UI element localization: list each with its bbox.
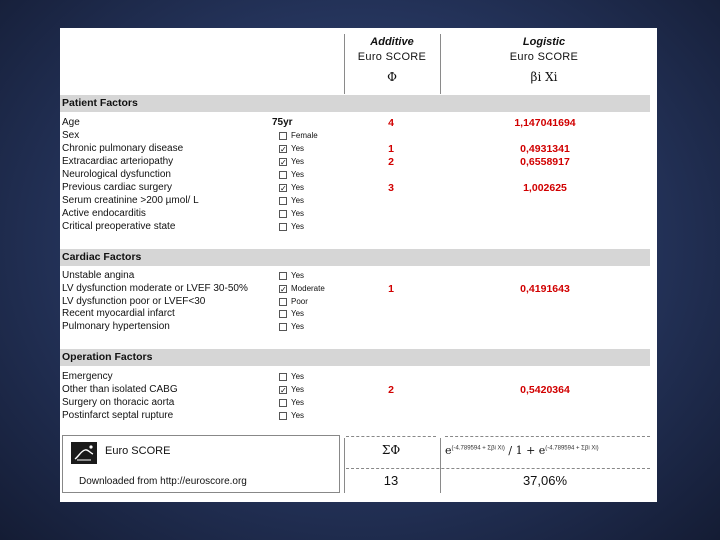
factor-logistic-coefficient: 0,5420364 (520, 384, 570, 396)
factor-logistic-coefficient: 1,147041694 (514, 117, 576, 129)
factor-additive-score: 1 (388, 282, 394, 295)
download-source-text: Downloaded from http://euroscore.org (79, 476, 247, 487)
factor-row (60, 221, 650, 234)
factor-option-label: Female (291, 131, 318, 140)
factor-label: Age (62, 117, 80, 128)
factor-option-label: Yes (291, 411, 305, 420)
factor-label: Extracardiac arteriopathy (62, 156, 174, 167)
factor-option-label: Yes (291, 209, 305, 218)
factor-row (60, 270, 650, 283)
factor-additive-score: 2 (388, 384, 394, 396)
factor-row (60, 371, 650, 384)
factor-option-label: Yes (291, 183, 305, 192)
factor-age-value[interactable]: 75yr (272, 117, 293, 128)
logistic-formula (445, 444, 650, 457)
factor-label: Serum creatinine >200 µmol/ L (62, 195, 199, 206)
factor-checkbox[interactable]: ✓ (280, 158, 287, 167)
factor-checkbox[interactable] (279, 132, 287, 140)
factor-checkbox[interactable] (279, 171, 287, 179)
factor-label: Unstable angina (62, 270, 135, 281)
total-divider (346, 468, 650, 469)
factor-row (60, 195, 650, 208)
factor-additive-score: 4 (388, 117, 394, 129)
factor-label: Active endocarditis (62, 208, 146, 219)
factor-row (60, 384, 650, 397)
factor-label: Sex (62, 130, 80, 141)
additive-subtitle: Euro SCORE (357, 51, 427, 63)
factor-checkbox[interactable] (279, 197, 287, 205)
factor-label: Surgery on thoracic aorta (62, 397, 175, 408)
logistic-subtitle: Euro SCORE (509, 51, 579, 63)
factor-checkbox[interactable]: ✓ (280, 145, 287, 154)
factor-logistic-coefficient: 0,4931341 (520, 143, 570, 155)
factor-row (60, 156, 650, 169)
factor-option-label: Yes (291, 372, 305, 381)
factor-additive-score: 3 (388, 182, 394, 194)
factor-row (60, 321, 650, 334)
factor-checkbox[interactable]: ✓ (280, 284, 287, 294)
factor-row (60, 117, 650, 130)
factor-checkbox[interactable] (279, 412, 287, 420)
section-patient-factors: Patient Factors (60, 95, 650, 112)
column-divider (344, 438, 345, 493)
factor-option-label: Yes (291, 271, 305, 280)
factor-logistic-coefficient: 0,4191643 (520, 282, 570, 295)
column-divider (440, 34, 441, 94)
factor-option-label: Moderate (291, 283, 325, 293)
factor-checkbox[interactable] (279, 310, 287, 318)
factor-option-label: Yes (291, 170, 305, 179)
factor-logistic-coefficient: 0,6558917 (520, 156, 570, 168)
factor-row (60, 397, 650, 410)
factor-label: Neurological dysfunction (62, 169, 171, 180)
factor-additive-score: 1 (388, 143, 394, 155)
factor-option-label: Yes (291, 309, 305, 319)
formula-e1: e (445, 444, 452, 457)
factor-logistic-coefficient: 1,002625 (523, 182, 567, 194)
factor-checkbox[interactable] (279, 272, 287, 280)
factor-row (60, 208, 650, 221)
factor-label: Recent myocardial infarct (62, 308, 175, 320)
factor-row (60, 410, 650, 423)
total-divider (346, 436, 436, 437)
euroscore-logo-box (62, 435, 340, 493)
euroscore-logo-icon (71, 442, 97, 464)
total-logistic-score: 37,06% (522, 473, 568, 488)
total-additive-score: 13 (383, 473, 399, 488)
factor-label: Other than isolated CABG (62, 384, 178, 395)
section-operation-factors: Operation Factors (60, 349, 650, 366)
euroscore-sheet (60, 28, 657, 502)
factor-checkbox[interactable]: ✓ (280, 184, 287, 193)
formula-mid: / 1 + e (508, 444, 546, 457)
factor-label: Chronic pulmonary disease (62, 143, 184, 154)
factor-label: LV dysfunction poor or LVEF<30 (62, 295, 206, 307)
factor-additive-score: 2 (388, 156, 394, 168)
additive-title: Additive (370, 36, 414, 48)
factor-option-label: Yes (291, 157, 305, 166)
factor-option-label: Yes (291, 222, 305, 231)
factor-row (60, 283, 650, 296)
factor-label: Postinfarct septal rupture (62, 410, 174, 421)
sum-symbol: ΣΦ (381, 443, 401, 457)
factor-checkbox[interactable] (279, 399, 287, 407)
factor-row (60, 169, 650, 182)
factor-option-label: Yes (291, 144, 305, 153)
factor-row (60, 308, 650, 321)
factor-checkbox[interactable] (279, 298, 287, 306)
factor-checkbox[interactable]: ✓ (280, 386, 287, 395)
column-divider (440, 438, 441, 493)
formula-exp1: (-4.789594 + Σβi Xi) (451, 445, 505, 452)
euroscore-logo-text: Euro SCORE (105, 445, 171, 457)
factor-option-label: Poor (291, 296, 308, 306)
factor-row (60, 182, 650, 195)
factor-checkbox[interactable] (279, 210, 287, 218)
factor-checkbox[interactable] (279, 373, 287, 381)
factor-checkbox[interactable] (279, 323, 287, 331)
factor-option-label: Yes (291, 385, 305, 394)
factor-option-label: Yes (291, 322, 305, 332)
total-divider (445, 436, 650, 437)
additive-symbol: Φ (387, 70, 397, 84)
factor-row (60, 296, 650, 309)
factor-row (60, 130, 650, 143)
factor-label: LV dysfunction moderate or LVEF 30-50% (62, 282, 248, 294)
logistic-symbol: βi Xi (530, 70, 558, 84)
formula-exp2: (-4.789594 + Σβi Xi) (545, 445, 599, 452)
factor-label: Previous cardiac surgery (62, 182, 173, 193)
factor-option-label: Yes (291, 196, 305, 205)
factor-label: Critical preoperative state (62, 221, 176, 232)
factor-option-label: Yes (291, 398, 305, 407)
factor-label: Pulmonary hypertension (62, 321, 170, 333)
logistic-title: Logistic (522, 36, 566, 48)
factor-row (60, 143, 650, 156)
section-cardiac-factors: Cardiac Factors (60, 249, 650, 266)
factor-label: Emergency (62, 371, 113, 382)
column-divider (344, 34, 345, 94)
factor-checkbox[interactable] (279, 223, 287, 231)
